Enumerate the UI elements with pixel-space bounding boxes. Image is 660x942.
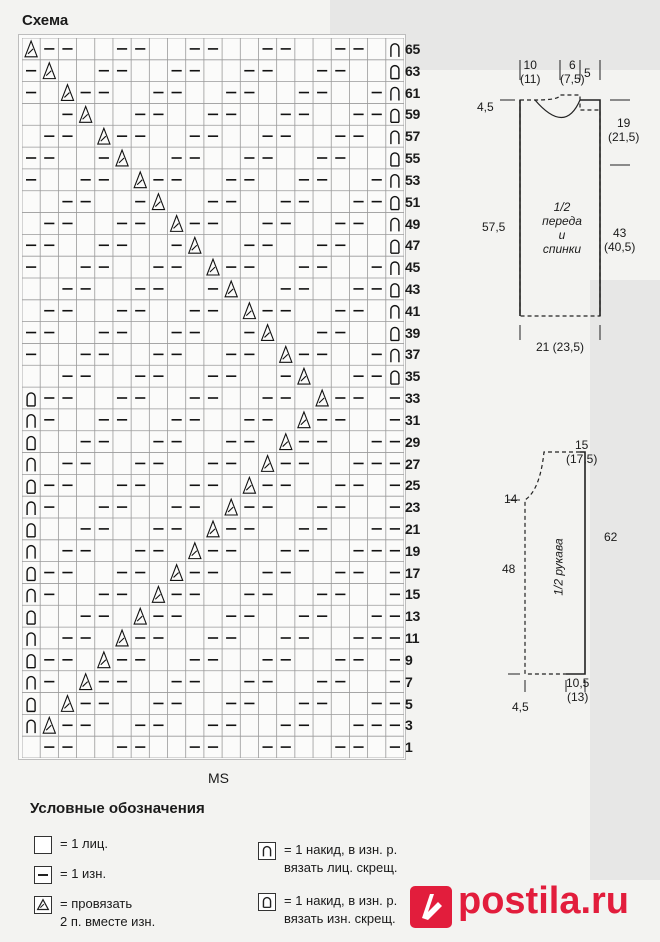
row-label: 1 <box>405 739 413 756</box>
yarn-over-knit-mark <box>391 349 399 362</box>
yarn-over-purl-mark <box>391 240 399 253</box>
chart-heading: Схема <box>22 12 69 29</box>
row-label: 5 <box>405 695 413 712</box>
decrease-mark <box>171 565 183 581</box>
decrease-mark <box>280 346 292 362</box>
decrease-mark <box>134 172 146 188</box>
yarn-over-purl-mark <box>27 480 35 493</box>
row-label: 17 <box>405 564 420 581</box>
decrease-mark <box>189 543 201 559</box>
row-label: 25 <box>405 477 420 494</box>
yarn-over-knit-mark <box>391 87 399 100</box>
yarn-over-purl-icon <box>258 893 276 911</box>
yarn-over-knit-mark <box>27 415 35 428</box>
row-label: 33 <box>405 390 420 407</box>
decrease-mark <box>98 652 110 668</box>
row-label: 59 <box>405 106 420 123</box>
row-label: 47 <box>405 237 420 254</box>
yarn-over-purl-mark <box>391 109 399 122</box>
row-label: 11 <box>405 630 420 647</box>
decrease-mark <box>207 521 219 537</box>
row-label: 29 <box>405 433 420 450</box>
decrease-mark <box>152 194 164 210</box>
yarn-over-purl-mark <box>27 437 35 450</box>
legend-knit-text: = 1 лиц. <box>60 836 108 851</box>
yarn-over-purl-mark <box>27 567 35 580</box>
row-label: 9 <box>405 651 413 668</box>
row-label: 3 <box>405 717 413 734</box>
row-label: 43 <box>405 281 420 297</box>
decrease-mark <box>207 259 219 275</box>
yarn-over-knit-mark <box>391 306 399 319</box>
ms-label: MS <box>208 770 229 786</box>
yarn-over-purl-mark <box>391 153 399 166</box>
decrease-mark <box>243 303 255 319</box>
decrease-mark <box>61 85 73 101</box>
yarn-over-purl-mark <box>27 698 35 711</box>
decrease-mark <box>261 456 273 472</box>
yarn-over-purl-mark <box>391 371 399 384</box>
row-label: 57 <box>405 128 420 145</box>
sleeve-cap: 14 <box>504 492 518 506</box>
yarn-over-knit-mark <box>27 458 35 471</box>
yarn-over-purl-mark <box>27 655 35 668</box>
yarn-over-knit-mark <box>391 175 399 188</box>
row-label: 27 <box>405 455 420 472</box>
row-label: 45 <box>405 259 420 276</box>
knit-stitch-icon <box>34 836 52 854</box>
row-label: 13 <box>405 608 420 625</box>
decrease-mark <box>80 674 92 690</box>
body-shoulder: 4,5 <box>477 100 494 114</box>
row-label: 41 <box>405 302 420 319</box>
decrease-mark <box>134 608 146 624</box>
yarn-over-purl-mark <box>391 284 399 297</box>
decrease-mark <box>189 237 201 253</box>
sleeve-center-label: 1/2 рукава <box>551 538 566 596</box>
yarn-over-knit-mark <box>27 502 35 515</box>
body-top-3: 5 <box>584 66 591 80</box>
decrease-mark <box>152 586 164 602</box>
body-side: 43 (40,5) <box>604 226 636 254</box>
yarn-over-purl-mark <box>391 66 399 79</box>
yarn-over-knit-mark <box>27 677 35 690</box>
yarn-over-knit-icon <box>258 842 276 860</box>
row-label: 51 <box>405 193 420 210</box>
decrease-mark <box>116 630 128 646</box>
decrease-mark <box>225 499 237 515</box>
row-label: 35 <box>405 368 420 385</box>
row-label: 21 <box>405 521 420 537</box>
row-label: 23 <box>405 499 420 516</box>
decrease-mark <box>61 696 73 712</box>
decrease-mark <box>116 150 128 166</box>
logo-text: postila.ru <box>458 880 630 922</box>
sleeve-right: 62 <box>604 530 618 544</box>
body-bottom: 21 (23,5) <box>535 340 585 354</box>
sleeve-length: 48 <box>502 562 516 576</box>
body-length: 57,5 <box>482 220 506 234</box>
legend-yo-knit-text: = 1 накид, в изн. р. вязать лиц. скрещ. <box>284 842 398 875</box>
decrease-mark <box>261 325 273 341</box>
body-top-2: 6 (7,5) <box>560 58 585 86</box>
row-label: 37 <box>405 346 420 363</box>
yarn-over-purl-mark <box>27 524 35 537</box>
row-label: 53 <box>405 171 420 188</box>
decrease-mark <box>298 412 310 428</box>
decrease-mark <box>280 434 292 450</box>
legend-dec-text: = провязать 2 п. вместе изн. <box>60 896 156 929</box>
decrease-mark <box>80 106 92 122</box>
decrease-mark <box>298 368 310 384</box>
decrease-mark <box>225 281 237 297</box>
legend-yo-purl-text: = 1 накид, в изн. р. вязать изн. скрещ. <box>284 893 398 926</box>
row-label: 61 <box>405 84 420 101</box>
decrease-mark <box>25 41 37 57</box>
yarn-over-knit-mark <box>391 262 399 275</box>
row-label: 65 <box>405 41 420 57</box>
row-label: 19 <box>405 542 420 559</box>
decrease-mark <box>171 216 183 232</box>
knitting-chart <box>22 38 404 758</box>
purl-two-together-icon <box>34 896 52 914</box>
sleeve-top: 15 (17,5) <box>566 438 598 466</box>
sleeve-bottom-left: 4,5 <box>512 700 529 714</box>
body-top-1: 10 (11) <box>520 58 541 86</box>
body-center-label: 1/2 переда и спинки <box>542 200 582 256</box>
row-label: 15 <box>405 586 420 603</box>
yarn-over-knit-mark <box>27 633 35 646</box>
yarn-over-purl-mark <box>27 611 35 624</box>
row-label: 49 <box>405 215 420 232</box>
decrease-mark <box>316 390 328 406</box>
row-label: 55 <box>405 150 420 167</box>
yarn-over-purl-mark <box>391 197 399 210</box>
body-armhole: 19 (21,5) <box>608 116 640 144</box>
body-pattern-schematic <box>440 40 650 350</box>
sleeve-bottom: 10,5 (13) <box>566 676 590 704</box>
yarn-over-knit-mark <box>27 720 35 733</box>
yarn-over-purl-mark <box>391 327 399 340</box>
legend-purl-text: = 1 изн. <box>60 866 107 881</box>
row-label: 7 <box>405 673 413 690</box>
yarn-over-knit-mark <box>391 218 399 231</box>
row-label: 63 <box>405 62 420 79</box>
row-label: 39 <box>405 324 420 341</box>
decrease-mark <box>98 128 110 144</box>
decrease-mark <box>243 477 255 493</box>
yarn-over-knit-mark <box>391 131 399 144</box>
yarn-over-knit-mark <box>27 589 35 602</box>
decrease-mark <box>43 717 55 733</box>
row-label: 31 <box>405 411 420 428</box>
legend-title: Условные обозначения <box>30 800 205 817</box>
yarn-over-purl-mark <box>27 393 35 406</box>
yarn-over-knit-mark <box>391 44 399 57</box>
decrease-mark <box>43 63 55 79</box>
purl-stitch-icon <box>34 866 52 884</box>
yarn-over-knit-mark <box>27 546 35 559</box>
